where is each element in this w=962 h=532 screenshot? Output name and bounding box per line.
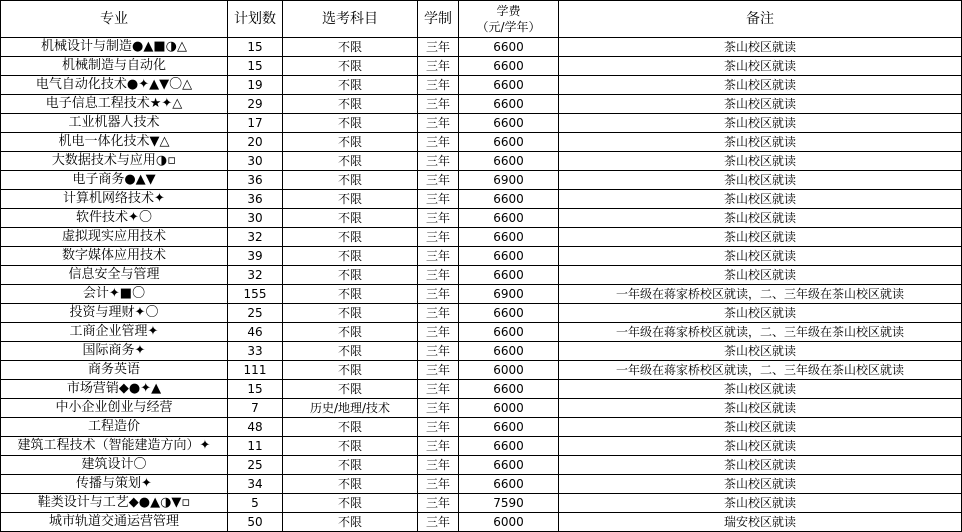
subjects-cell: 不限	[283, 171, 418, 190]
subjects-cell: 不限	[283, 475, 418, 494]
plan-cell: 111	[228, 361, 283, 380]
subjects-cell: 不限	[283, 437, 418, 456]
duration-cell: 三年	[418, 133, 459, 152]
note-cell: 茶山校区就读	[559, 133, 962, 152]
major-cell: 传播与策划✦	[1, 475, 228, 494]
duration-cell: 三年	[418, 209, 459, 228]
duration-cell: 三年	[418, 57, 459, 76]
plan-cell: 15	[228, 57, 283, 76]
table-row	[1, 38, 962, 57]
table-row	[1, 342, 962, 361]
subjects-cell: 不限	[283, 247, 418, 266]
plan-cell: 11	[228, 437, 283, 456]
note-cell: 瑞安校区就读	[559, 513, 962, 532]
duration-cell: 三年	[418, 361, 459, 380]
duration-cell: 三年	[418, 95, 459, 114]
fee-cell: 6600	[459, 76, 559, 95]
plan-cell: 5	[228, 494, 283, 513]
subjects-cell: 不限	[283, 513, 418, 532]
duration-cell: 三年	[418, 437, 459, 456]
table-row	[1, 228, 962, 247]
header-plan: 计划数	[228, 1, 283, 38]
fee-cell: 6600	[459, 342, 559, 361]
note-cell: 茶山校区就读	[559, 456, 962, 475]
table-row	[1, 190, 962, 209]
duration-cell: 三年	[418, 114, 459, 133]
plan-cell: 36	[228, 171, 283, 190]
duration-cell: 三年	[418, 152, 459, 171]
duration-cell: 三年	[418, 247, 459, 266]
header-note: 备注	[559, 1, 962, 38]
table-row	[1, 475, 962, 494]
subjects-cell: 不限	[283, 133, 418, 152]
major-cell: 投资与理财✦〇	[1, 304, 228, 323]
note-cell: 茶山校区就读	[559, 190, 962, 209]
subjects-cell: 不限	[283, 38, 418, 57]
duration-cell: 三年	[418, 76, 459, 95]
plan-cell: 15	[228, 380, 283, 399]
duration-cell: 三年	[418, 418, 459, 437]
note-cell: 茶山校区就读	[559, 399, 962, 418]
table-row	[1, 418, 962, 437]
fee-cell: 7590	[459, 494, 559, 513]
table-row	[1, 494, 962, 513]
subjects-cell: 不限	[283, 380, 418, 399]
table-row	[1, 361, 962, 380]
duration-cell: 三年	[418, 285, 459, 304]
note-cell: 茶山校区就读	[559, 228, 962, 247]
table-row	[1, 76, 962, 95]
subjects-cell: 不限	[283, 266, 418, 285]
table-row	[1, 152, 962, 171]
plan-cell: 7	[228, 399, 283, 418]
duration-cell: 三年	[418, 399, 459, 418]
subjects-cell: 不限	[283, 418, 418, 437]
major-cell: 信息安全与管理	[1, 266, 228, 285]
table-row	[1, 247, 962, 266]
plan-cell: 20	[228, 133, 283, 152]
plan-cell: 48	[228, 418, 283, 437]
duration-cell: 三年	[418, 475, 459, 494]
table-row	[1, 380, 962, 399]
note-cell: 茶山校区就读	[559, 437, 962, 456]
major-cell: 建筑设计〇	[1, 456, 228, 475]
major-cell: 电子商务●▲▼	[1, 171, 228, 190]
plan-cell: 34	[228, 475, 283, 494]
plan-cell: 46	[228, 323, 283, 342]
subjects-cell: 不限	[283, 76, 418, 95]
major-cell: 机电一体化技术▼△	[1, 133, 228, 152]
duration-cell: 三年	[418, 266, 459, 285]
fee-cell: 6000	[459, 513, 559, 532]
note-cell: 茶山校区就读	[559, 209, 962, 228]
note-cell: 茶山校区就读	[559, 494, 962, 513]
subjects-cell: 不限	[283, 57, 418, 76]
major-cell: 电气自动化技术●✦▲▼〇△	[1, 76, 228, 95]
major-cell: 电子信息工程技术★✦△	[1, 95, 228, 114]
fee-cell: 6000	[459, 361, 559, 380]
major-cell: 软件技术✦〇	[1, 209, 228, 228]
fee-cell: 6600	[459, 456, 559, 475]
major-cell: 工程造价	[1, 418, 228, 437]
note-cell: 一年级在蒋家桥校区就读，二、三年级在茶山校区就读	[559, 285, 962, 304]
duration-cell: 三年	[418, 171, 459, 190]
fee-cell: 6600	[459, 152, 559, 171]
major-cell: 机械制造与自动化	[1, 57, 228, 76]
note-cell: 茶山校区就读	[559, 171, 962, 190]
subjects-cell: 不限	[283, 209, 418, 228]
fee-cell: 6600	[459, 418, 559, 437]
subjects-cell: 不限	[283, 342, 418, 361]
duration-cell: 三年	[418, 494, 459, 513]
subjects-cell: 不限	[283, 456, 418, 475]
header-fee-unit: （元/学年）	[476, 20, 541, 34]
table-body	[1, 38, 962, 532]
note-cell: 茶山校区就读	[559, 95, 962, 114]
duration-cell: 三年	[418, 38, 459, 57]
table-row	[1, 285, 962, 304]
header-fee	[459, 1, 559, 38]
fee-cell: 6600	[459, 437, 559, 456]
table-row	[1, 513, 962, 532]
note-cell: 茶山校区就读	[559, 266, 962, 285]
fee-cell: 6900	[459, 285, 559, 304]
subjects-cell: 不限	[283, 323, 418, 342]
plan-cell: 15	[228, 38, 283, 57]
subjects-cell: 不限	[283, 95, 418, 114]
subjects-cell: 不限	[283, 285, 418, 304]
fee-cell: 6600	[459, 133, 559, 152]
subjects-cell: 不限	[283, 114, 418, 133]
subjects-cell: 不限	[283, 494, 418, 513]
plan-cell: 155	[228, 285, 283, 304]
major-cell: 鞋类设计与工艺◆●▲◑▼▫	[1, 494, 228, 513]
duration-cell: 三年	[418, 323, 459, 342]
fee-cell: 6600	[459, 266, 559, 285]
fee-cell: 6600	[459, 380, 559, 399]
major-cell: 建筑工程技术（智能建造方向）✦	[1, 437, 228, 456]
fee-cell: 6600	[459, 114, 559, 133]
duration-cell: 三年	[418, 190, 459, 209]
header-duration: 学制	[418, 1, 459, 38]
major-cell: 会计✦■〇	[1, 285, 228, 304]
major-cell: 市场营销◆●✦▲	[1, 380, 228, 399]
duration-cell: 三年	[418, 342, 459, 361]
fee-cell: 6900	[459, 171, 559, 190]
fee-cell: 6600	[459, 57, 559, 76]
subjects-cell: 不限	[283, 304, 418, 323]
note-cell: 茶山校区就读	[559, 475, 962, 494]
subjects-cell: 不限	[283, 190, 418, 209]
major-cell: 商务英语	[1, 361, 228, 380]
note-cell: 茶山校区就读	[559, 418, 962, 437]
note-cell: 茶山校区就读	[559, 380, 962, 399]
subjects-cell: 不限	[283, 228, 418, 247]
fee-cell: 6600	[459, 95, 559, 114]
note-cell: 茶山校区就读	[559, 38, 962, 57]
plan-cell: 33	[228, 342, 283, 361]
major-cell: 城市轨道交通运营管理	[1, 513, 228, 532]
plan-cell: 39	[228, 247, 283, 266]
subjects-cell: 不限	[283, 361, 418, 380]
header-fee-title: 学费	[496, 4, 521, 18]
table-row	[1, 171, 962, 190]
duration-cell: 三年	[418, 304, 459, 323]
fee-cell: 6600	[459, 323, 559, 342]
major-cell: 机械设计与制造●▲■◑△	[1, 38, 228, 57]
plan-cell: 36	[228, 190, 283, 209]
note-cell: 茶山校区就读	[559, 304, 962, 323]
table-row	[1, 133, 962, 152]
duration-cell: 三年	[418, 513, 459, 532]
table-row	[1, 399, 962, 418]
note-cell: 茶山校区就读	[559, 247, 962, 266]
fee-cell: 6000	[459, 399, 559, 418]
plan-cell: 50	[228, 513, 283, 532]
table-header	[1, 1, 962, 38]
major-cell: 国际商务✦	[1, 342, 228, 361]
duration-cell: 三年	[418, 228, 459, 247]
major-cell: 计算机网络技术✦	[1, 190, 228, 209]
table-row	[1, 437, 962, 456]
subjects-cell: 不限	[283, 152, 418, 171]
major-cell: 虚拟现实应用技术	[1, 228, 228, 247]
table-row	[1, 114, 962, 133]
header-major: 专业	[1, 1, 228, 38]
table-row	[1, 304, 962, 323]
note-cell: 一年级在蒋家桥校区就读，二、三年级在茶山校区就读	[559, 361, 962, 380]
plan-cell: 32	[228, 266, 283, 285]
table-row	[1, 266, 962, 285]
plan-cell: 25	[228, 304, 283, 323]
table-row	[1, 209, 962, 228]
plan-cell: 25	[228, 456, 283, 475]
plan-cell: 30	[228, 152, 283, 171]
major-cell: 数字媒体应用技术	[1, 247, 228, 266]
table-row	[1, 323, 962, 342]
fee-cell: 6600	[459, 475, 559, 494]
fee-cell: 6600	[459, 247, 559, 266]
major-cell: 中小企业创业与经营	[1, 399, 228, 418]
duration-cell: 三年	[418, 456, 459, 475]
major-cell: 大数据技术与应用◑▫	[1, 152, 228, 171]
note-cell: 一年级在蒋家桥校区就读，二、三年级在茶山校区就读	[559, 323, 962, 342]
fee-cell: 6600	[459, 38, 559, 57]
fee-cell: 6600	[459, 190, 559, 209]
table-row	[1, 95, 962, 114]
note-cell: 茶山校区就读	[559, 152, 962, 171]
header-subjects: 选考科目	[283, 1, 418, 38]
note-cell: 茶山校区就读	[559, 57, 962, 76]
plan-cell: 29	[228, 95, 283, 114]
plan-cell: 17	[228, 114, 283, 133]
fee-cell: 6600	[459, 304, 559, 323]
fee-cell: 6600	[459, 228, 559, 247]
major-cell: 工商企业管理✦	[1, 323, 228, 342]
plan-cell: 30	[228, 209, 283, 228]
major-cell: 工业机器人技术	[1, 114, 228, 133]
duration-cell: 三年	[418, 380, 459, 399]
subjects-cell: 历史/地理/技术	[283, 399, 418, 418]
plan-cell: 19	[228, 76, 283, 95]
note-cell: 茶山校区就读	[559, 114, 962, 133]
fee-cell: 6600	[459, 209, 559, 228]
note-cell: 茶山校区就读	[559, 76, 962, 95]
note-cell: 茶山校区就读	[559, 342, 962, 361]
plan-cell: 32	[228, 228, 283, 247]
table-row	[1, 456, 962, 475]
table-row	[1, 57, 962, 76]
